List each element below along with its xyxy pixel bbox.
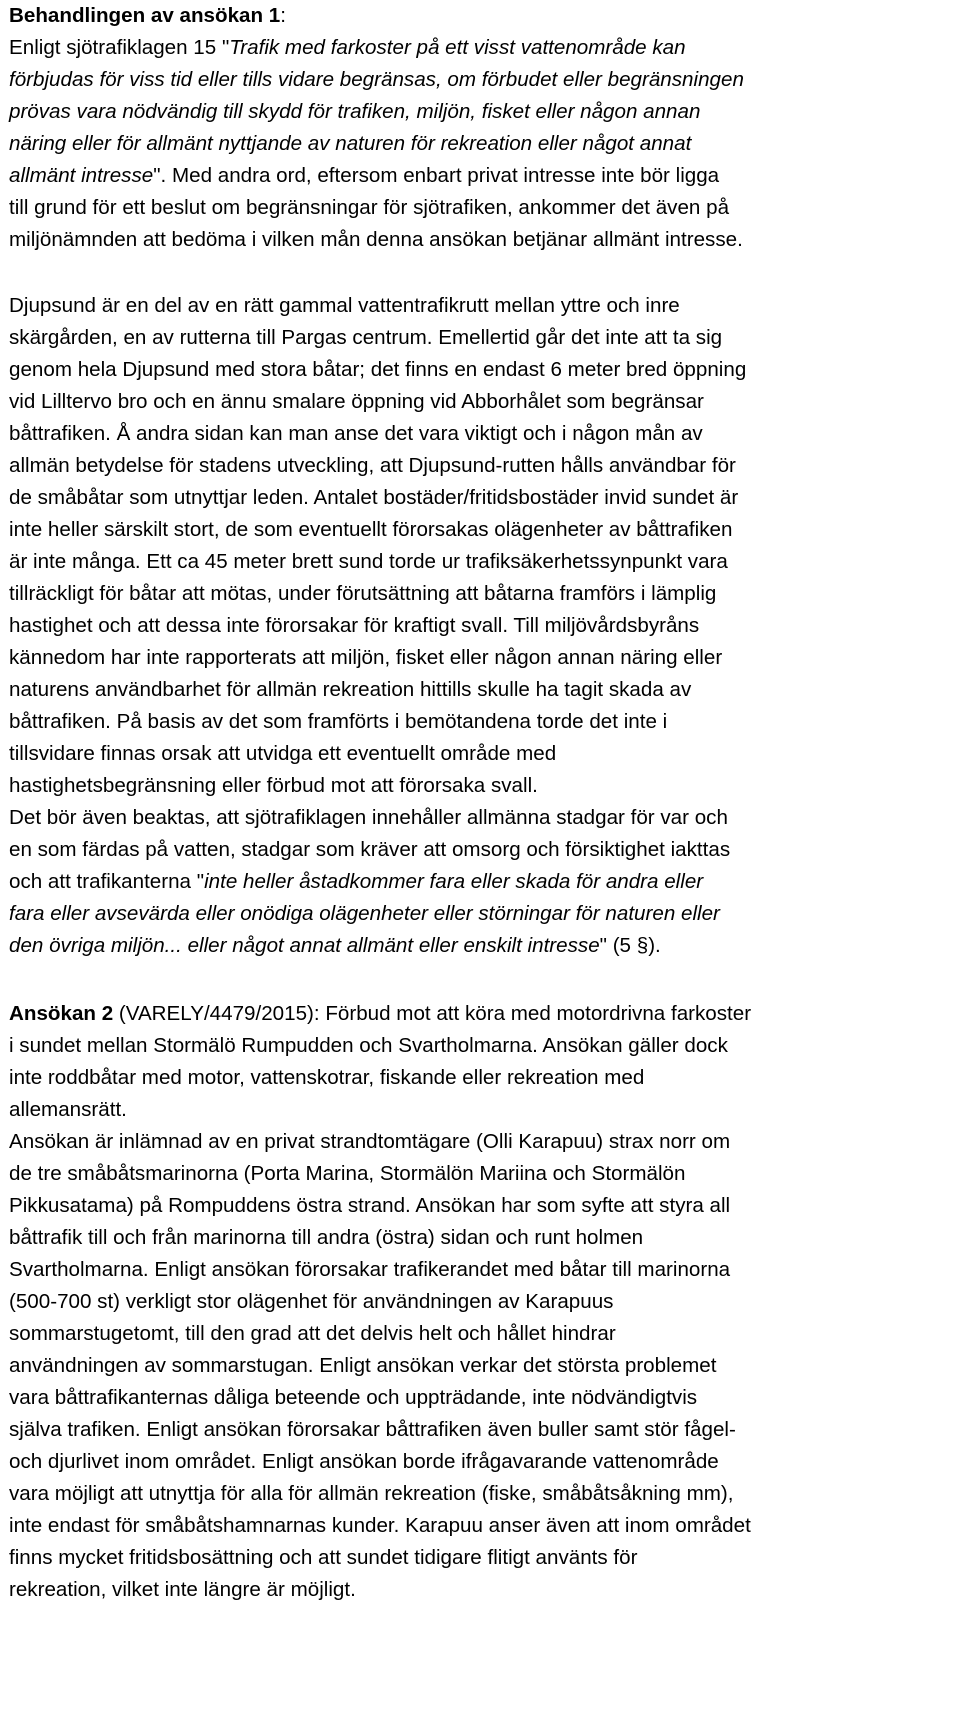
text-run: till grund för ett beslut om begränsningar för sjötrafiken, ankommer det även på — [9, 196, 730, 219]
paragraph-line — [9, 898, 952, 930]
paragraph-line: är inte många. Ett ca 45 meter brett sund torde ur trafiksäkerhetssynpunkt vara — [9, 550, 728, 573]
paragraph-line: vid Lilltervo bro och en ännu smalare öppning vid Abborhålet som begränsar — [9, 390, 704, 413]
paragraph-line: naturens användbarhet för allmän rekreation hittills skulle ha tagit skada av — [9, 678, 692, 701]
paragraph-line: Ansökan är inlämnad av en privat strandtomtägare (Olli Karapuu) strax norr om — [9, 1130, 731, 1153]
paragraph-line — [9, 866, 952, 898]
paragraph-line: skärgården, en av rutterna till Pargas centrum. Emellertid går det inte att ta sig — [9, 326, 723, 349]
italic-quote: inte heller åstadkommer fara eller skada för andra eller — [204, 870, 704, 893]
paragraph-gap — [9, 962, 952, 998]
text-run: Enligt sjötrafiklagen 15 — [9, 36, 222, 59]
paragraph-line: användningen av sommarstugan. Enligt ansökan verkar det största problemet — [9, 1354, 717, 1377]
paragraph-line: hastighetsbegränsning eller förbud mot att förorsaka svall. — [9, 774, 538, 797]
paragraph-line — [9, 930, 952, 962]
text-run: " (5 §). — [599, 934, 661, 957]
paragraph-line — [9, 802, 952, 834]
paragraph-line: de småbåtar som utnyttjar leden. Antalet bostäder/fritidsbostäder invid sundet är — [9, 486, 739, 509]
paragraph-gap — [9, 256, 952, 290]
section-1-heading-colon: : — [280, 4, 286, 27]
text-run: miljönämnden att bedöma i vilken mån denna ansökan betjänar allmänt intresse. — [9, 228, 743, 251]
paragraph-line: inte roddbåtar med motor, vattenskotrar, fiskande eller rekreation med — [9, 1066, 645, 1089]
section-1-line-3 — [9, 96, 952, 128]
section-1-line-7 — [9, 224, 952, 256]
paragraph-line: hastighet och att dessa inte förorsakar för kraftigt svall. Till miljövårdsbyråns — [9, 614, 700, 637]
paragraph-line: båttrafik till och från marinorna till andra (östra) sidan och runt holmen — [9, 1226, 644, 1249]
section-1-heading: Behandlingen av ansökan 1 — [9, 4, 281, 27]
paragraph-line: i sundet mellan Stormälö Rumpudden och Svartholmarna. Ansökan gäller dock — [9, 1034, 728, 1057]
italic-quote: prövas vara nödvändig till skydd för trafiken, miljön, fisket eller någon annan — [9, 100, 701, 123]
paragraph-line: vara möjligt att utnyttja för alla för allmän rekreation (fiske, småbåtsåkning mm), — [9, 1482, 734, 1505]
text-run: (VARELY/4479/2015): Förbud mot att köra med motordrivna farkoster — [113, 1002, 752, 1025]
paragraph-line: vara båttrafikanternas dåliga beteende och uppträdande, inte nödvändigtvis — [9, 1386, 698, 1409]
section-3-paragraph — [9, 802, 952, 962]
paragraph-line — [9, 834, 952, 866]
paragraph-line: tillsvidare finnas orsak att utvidga ett eventuellt område med — [9, 742, 557, 765]
paragraph-line: inte endast för småbåtshamnarnas kunder. Karapuu anser även att inom området — [9, 1514, 751, 1537]
paragraph-line: själva trafiken. Enligt ansökan förorsakar båttrafiken även buller samt stör fågel- — [9, 1418, 736, 1441]
quote-mark: " — [221, 36, 230, 59]
paragraph-line: rekreation, vilket inte längre är möjligt. — [9, 1578, 356, 1601]
section-4-heading: Ansökan 2 — [9, 1002, 114, 1025]
section-1-heading-line — [9, 0, 952, 32]
paragraph-line: de tre småbåtsmarinorna (Porta Marina, Stormälön Mariina och Stormälön — [9, 1162, 686, 1185]
paragraph-line: Pikkusatama) på Rompuddens östra strand. Ansökan har som syfte att styra all — [9, 1194, 731, 1217]
text-run: ". Med andra ord, eftersom enbart privat intresse inte bör ligga — [153, 164, 720, 187]
paragraph-line: Svartholmarna. Enligt ansökan förorsakar trafikerandet med båtar till marinorna — [9, 1258, 731, 1281]
italic-quote: Trafik med farkoster på ett visst vattenområde kan — [229, 36, 686, 59]
section-1-line-6 — [9, 192, 952, 224]
paragraph-line: inte heller särskilt stort, de som eventuellt förorsakas olägenheter av båttrafiken — [9, 518, 733, 541]
paragraph-line: Djupsund är en del av en rätt gammal vattentrafikrutt mellan yttre och inre — [9, 294, 680, 317]
paragraph-line: sommarstugetomt, till den grad att det delvis helt och hållet hindrar — [9, 1322, 616, 1345]
italic-quote: näring eller för allmänt nyttjande av naturen för rekreation eller något annat — [9, 132, 692, 155]
section-1-line-2 — [9, 64, 952, 96]
paragraph-line: (500-700 st) verkligt stor olägenhet för användningen av Karapuus — [9, 1290, 614, 1313]
paragraph-line: allmän betydelse för stadens utveckling, att Djupsund-rutten hålls användbar för — [9, 454, 736, 477]
paragraph-line: och djurlivet inom området. Enligt ansökan borde ifrågavarande vattenområde — [9, 1450, 719, 1473]
paragraph-line: allemansrätt. — [9, 1098, 127, 1121]
italic-quote: förbjudas för viss tid eller tills vidare begränsas, om förbudet eller begränsningen — [9, 68, 744, 91]
italic-quote: fara eller avsevärda eller onödiga olägenheter eller störningar för naturen eller — [9, 902, 720, 925]
italic-quote: allmänt intresse — [9, 164, 154, 187]
section-1-line-5 — [9, 160, 952, 192]
italic-quote: den övriga miljön... eller något annat allmänt eller enskilt intresse — [9, 934, 600, 957]
paragraph-line: båttrafiken. Å andra sidan kan man anse det vara viktigt och i någon mån av — [9, 422, 703, 445]
paragraph-line: tillräckligt för båtar att mötas, under förutsättning att båtarna framförs i lämplig — [9, 582, 717, 605]
text-run: Det bör även beaktas, att sjötrafiklagen innehåller allmänna stadgar för var och — [9, 806, 728, 829]
section-2-paragraph — [9, 290, 952, 802]
paragraph-line: kännedom har inte rapporterats att miljön, fisket eller någon annan näring eller — [9, 646, 723, 669]
section-1-line-4 — [9, 128, 952, 160]
paragraph-line: finns mycket fritidsbosättning och att sundet tidigare flitigt använts för — [9, 1546, 638, 1569]
section-4-paragraph — [9, 998, 952, 1606]
paragraph-line: båttrafiken. På basis av det som framförts i bemötandena torde det inte i — [9, 710, 668, 733]
section-4-heading-line — [9, 998, 952, 1030]
text-run: och att trafikanterna " — [9, 870, 205, 893]
text-run: en som färdas på vatten, stadgar som kräver att omsorg och försiktighet iakttas — [9, 838, 731, 861]
paragraph-line: genom hela Djupsund med stora båtar; det finns en endast 6 meter bred öppning — [9, 358, 747, 381]
section-1-line-1 — [9, 32, 952, 64]
